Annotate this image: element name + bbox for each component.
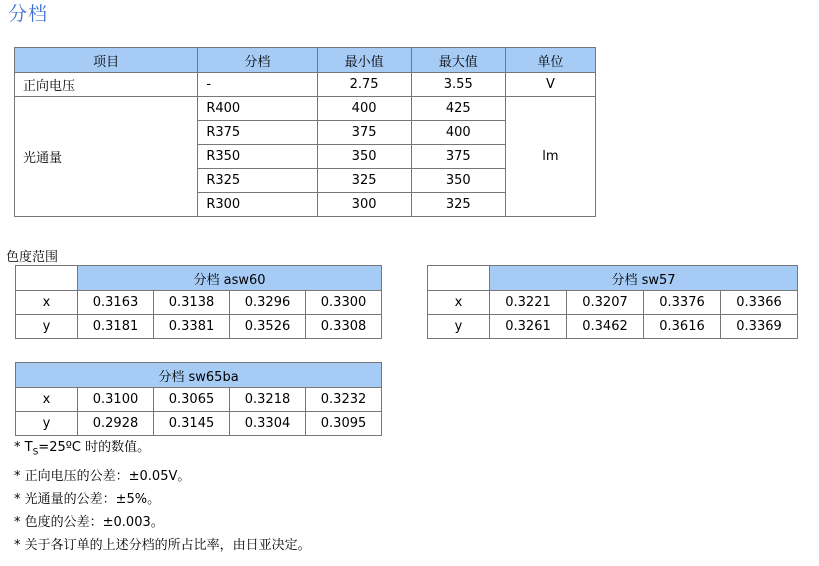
- chroma-bin-header: 分档 sw57: [490, 266, 798, 291]
- min-cell: 300: [317, 193, 411, 217]
- table-row: [15, 97, 596, 121]
- bin-spec-table: [14, 47, 596, 217]
- x-value: 0.3376: [644, 291, 721, 315]
- min-cell: 375: [317, 121, 411, 145]
- x-value: 0.3207: [567, 291, 644, 315]
- y-value: 0.3304: [230, 412, 306, 436]
- x-value: 0.3366: [721, 291, 798, 315]
- table-header-row: [16, 266, 382, 291]
- min-cell: 400: [317, 97, 411, 121]
- table-row: [16, 388, 382, 412]
- x-value: 0.3232: [306, 388, 382, 412]
- x-value: 0.3065: [154, 388, 230, 412]
- x-label: x: [16, 388, 78, 412]
- bin-cell: R325: [198, 169, 317, 193]
- y-value: 0.3381: [154, 315, 230, 339]
- bin-cell: R375: [198, 121, 317, 145]
- table-row: [16, 315, 382, 339]
- y-label: y: [16, 315, 78, 339]
- x-value: 0.3138: [154, 291, 230, 315]
- empty-corner-cell: [16, 266, 78, 291]
- header-min: 最小值: [317, 48, 411, 73]
- note-chromaticity-tolerance: * 色度的公差：±0.003。: [14, 514, 164, 530]
- unit-cell: V: [505, 73, 595, 97]
- y-value: 0.3095: [306, 412, 382, 436]
- x-value: 0.3221: [490, 291, 567, 315]
- bin-cell: R350: [198, 145, 317, 169]
- table-header-row: [428, 266, 798, 291]
- y-value: 0.3616: [644, 315, 721, 339]
- header-bin: 分档: [198, 48, 317, 73]
- max-cell: 325: [411, 193, 505, 217]
- note-bin-ratio: * 关于各订单的上述分档的所占比率，由日亚决定。: [14, 537, 311, 553]
- max-cell: 375: [411, 145, 505, 169]
- page-title: 分档: [8, 3, 49, 25]
- bin-cell: R400: [198, 97, 317, 121]
- y-label: y: [428, 315, 490, 339]
- max-cell: 425: [411, 97, 505, 121]
- unit-cell: lm: [505, 97, 595, 217]
- min-cell: 2.75: [317, 73, 411, 97]
- chromaticity-range-label: 色度范围: [6, 250, 59, 265]
- min-cell: 325: [317, 169, 411, 193]
- bin-cell: -: [198, 73, 317, 97]
- max-cell: 3.55: [411, 73, 505, 97]
- y-value: 0.3308: [306, 315, 382, 339]
- table-header-row: [16, 363, 382, 388]
- bin-cell: R300: [198, 193, 317, 217]
- x-value: 0.3296: [230, 291, 306, 315]
- y-value: 0.3369: [721, 315, 798, 339]
- header-item: 项目: [15, 48, 198, 73]
- note-luminous-flux-tolerance: * 光通量的公差：±5%。: [14, 491, 161, 507]
- min-cell: 350: [317, 145, 411, 169]
- x-value: 0.3163: [78, 291, 154, 315]
- table-row: [15, 73, 596, 97]
- x-label: x: [16, 291, 78, 315]
- max-cell: 350: [411, 169, 505, 193]
- chroma-bin-header: 分档 sw65ba: [16, 363, 382, 388]
- table-row: [16, 412, 382, 436]
- x-value: 0.3300: [306, 291, 382, 315]
- chroma-bin-header: 分档 asw60: [78, 266, 382, 291]
- x-value: 0.3218: [230, 388, 306, 412]
- item-forward-voltage: 正向电压: [15, 73, 198, 97]
- empty-corner-cell: [428, 266, 490, 291]
- table-row: [428, 291, 798, 315]
- note-subscript: S: [32, 447, 39, 458]
- note-temperature: [14, 436, 311, 465]
- y-value: 0.3145: [154, 412, 230, 436]
- table-row: [16, 291, 382, 315]
- table-row: [428, 315, 798, 339]
- header-unit: 单位: [505, 48, 595, 73]
- x-label: x: [428, 291, 490, 315]
- y-value: 0.3181: [78, 315, 154, 339]
- table-header-row: [15, 48, 596, 73]
- note-text: =25ºC 时的数值。: [38, 440, 151, 455]
- x-value: 0.3100: [78, 388, 154, 412]
- chroma-table-sw65ba: [15, 362, 382, 436]
- chroma-table-sw57: [427, 265, 798, 339]
- y-label: y: [16, 412, 78, 436]
- note-forward-voltage-tolerance: * 正向电压的公差：±0.05V。: [14, 468, 191, 484]
- notes-list: [14, 436, 311, 557]
- y-value: 0.2928: [78, 412, 154, 436]
- y-value: 0.3462: [567, 315, 644, 339]
- y-value: 0.3526: [230, 315, 306, 339]
- chroma-table-asw60: [15, 265, 382, 339]
- note-prefix: * T: [14, 440, 33, 455]
- header-max: 最大值: [411, 48, 505, 73]
- max-cell: 400: [411, 121, 505, 145]
- y-value: 0.3261: [490, 315, 567, 339]
- item-luminous-flux: 光通量: [15, 97, 198, 217]
